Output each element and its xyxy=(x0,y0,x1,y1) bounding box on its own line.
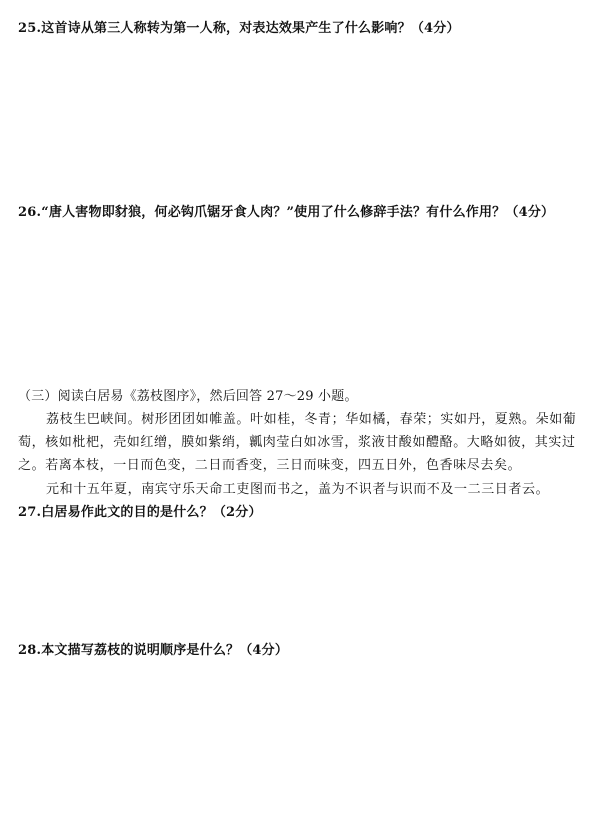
passage-line-3: 之。若离本枝，一日而色变，二日而香变，三日而味变，四五日外，色香味尽去矣。 xyxy=(18,458,522,473)
question-27: 27.白居易作此文的目的是什么？（2分） xyxy=(18,505,262,520)
question-25: 25.这首诗从第三人称转为第一人称，对表达效果产生了什么影响？（4分） xyxy=(18,21,460,36)
passage-line-1: 荔枝生巴峡间。树形团团如帷盖。叶如桂，冬青；华如橘，春荣；实如丹，夏熟。朵如葡 xyxy=(46,412,577,427)
passage-line-4: 元和十五年夏，南宾守乐天命工吏图而书之，盖为不识者与识而不及一二三日者云。 xyxy=(46,482,550,497)
question-28: 28.本文描写荔枝的说明顺序是什么？（4分） xyxy=(18,643,289,658)
section-3-heading: （三）阅读白居易《荔枝图序》，然后回答 27～29 小题。 xyxy=(18,389,358,404)
passage-line-2: 萄，核如枇杷，壳如红缯，膜如紫绡，瓤肉莹白如冰雪，浆液甘酸如醴酪。大略如彼，其实过 xyxy=(18,435,576,450)
question-26: 26.“唐人害物即豺狼，何必钩爪锯牙食人肉？”使用了什么修辞手法？有什么作用？（4分） xyxy=(18,205,555,220)
